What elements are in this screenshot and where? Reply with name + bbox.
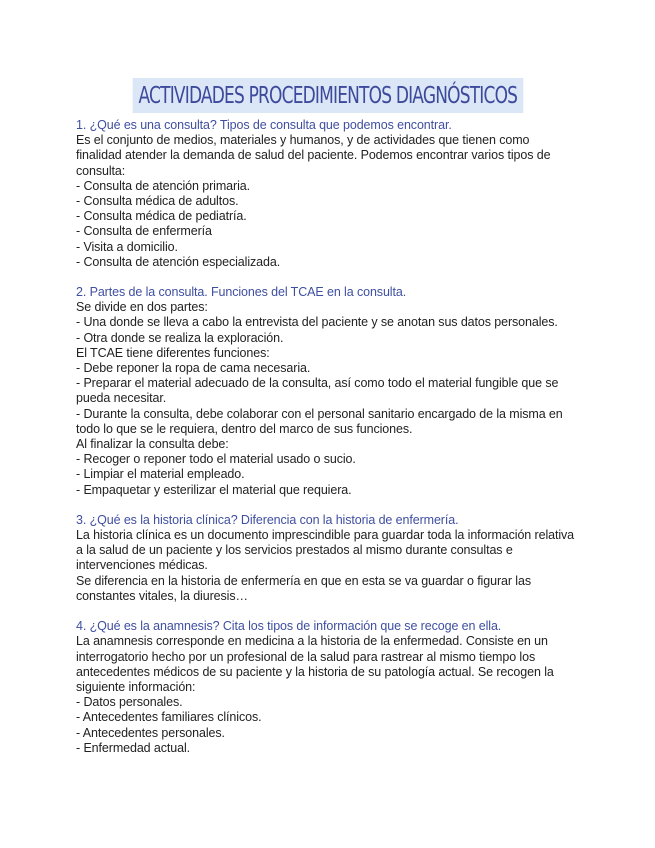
list-item: - Antecedentes familiares clínicos. [76,710,576,725]
list-item: - Recoger o reponer todo el material usado o sucio. [76,452,576,467]
section-3 [76,513,576,604]
section-heading: 4. ¿Qué es la anamnesis? Cita los tipos de información que se recoge en ella. [76,619,502,634]
list-item: - Otra donde se realiza la exploración. [76,331,576,346]
list-item: - Visita a domicilio. [76,240,576,255]
list-item: - Una donde se lleva a cabo la entrevista del paciente y se anotan sus datos personales. [76,315,576,330]
list-item: - Consulta médica de pediatría. [76,209,576,224]
list-item: - Consulta de atención especializada. [76,255,576,270]
list-item: - Empaquetar y esterilizar el material que requiera. [76,483,576,498]
section-paragraph: Es el conjunto de medios, materiales y humanos, y de actividades que tienen como finalidad atender la demanda de salud del paciente. Podemos encontrar varios tipos de consulta: [76,133,551,178]
section-paragraph: Se diferencia en la historia de enfermería en que en esta se va guardar o figurar las constantes vitales, la diuresis… [76,573,531,603]
section-paragraph: El TCAE tiene diferentes funciones: [76,345,270,360]
section-2 [76,285,576,498]
section-paragraph: Al finalizar la consulta debe: [76,437,229,452]
section-4 [76,619,576,756]
list-item: - Antecedentes personales. [76,726,576,741]
list-item: - Debe reponer la ropa de cama necesaria. [76,361,576,376]
section-paragraph: La anamnesis corresponde en medicina a la historia de la enfermedad. Consiste en un interrogatorio hecho por un profesional de la salud para rastrear al mismo tiempo los antecedentes médicos de su paciente y la historia de su patología actual. Se recogen la siguiente información: [76,634,554,694]
list-item: - Durante la consulta, debe colaborar con el personal sanitario encargado de la misma en todo lo que se le requiera, dentro del marco de sus funciones. [76,407,576,437]
list-item: - Datos personales. [76,695,576,710]
section-heading: 2. Partes de la consulta. Funciones del TCAE en la consulta. [76,285,407,300]
list-item: - Preparar el material adecuado de la consulta, así como todo el material fungible que se pueda necesitar. [76,376,576,406]
section-paragraph: Se divide en dos partes: [76,300,208,315]
section-heading: 1. ¿Qué es una consulta? Tipos de consulta que podemos encontrar. [76,118,452,132]
document-content [76,118,576,771]
title-wrap [0,78,655,113]
list-item: - Consulta médica de adultos. [76,194,576,209]
section-paragraph: La historia clínica es un documento imprescindible para guardar toda la información relativa a la salud de un paciente y los servicios prestados al mismo durante consultas e intervenciones médicas. [76,528,575,573]
list-item: - Consulta de atención primaria. [76,179,576,194]
page-title: ACTIVIDADES PROCEDIMIENTOS DIAGNÓSTICOS [132,78,522,113]
section-heading: 3. ¿Qué es la historia clínica? Diferencia con la historia de enfermería. [76,512,459,527]
section-1 [76,118,576,270]
list-item: - Enfermedad actual. [76,741,576,756]
list-item: - Consulta de enfermería [76,224,576,239]
list-item: - Limpiar el material empleado. [76,467,576,482]
